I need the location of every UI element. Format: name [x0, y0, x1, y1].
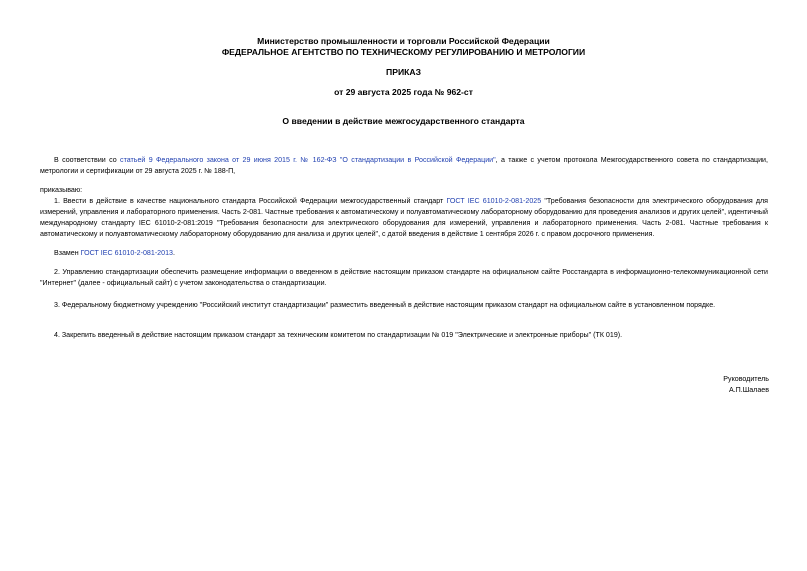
signature-name: А.П.Шалаев — [728, 386, 769, 394]
preamble-suffix: , а также с учетом протокола Межгосударственного совета по стандартизации, метрологии и сертификации от 29 августа 2025 г. № 188-П, — [40, 156, 768, 175]
order-word: приказываю: — [40, 186, 83, 194]
replace-paragraph — [54, 248, 175, 259]
preamble-paragraph — [40, 155, 768, 177]
item-1-suffix: "Требования безопасности для электрического оборудования для измерений, управления и лабораторного применения. Часть 2-081. Частные требования к автоматическому и полуавтоматическому лабораторному оборудованию для проведения анализов и других целей", идентичный международному стандарту IEC 61010-2-081:2019 "Требования безопасности для электрического оборудования для измерений, управления и лабораторного применения. Часть 2-081. Частные требования к автоматическому и полуавтоматическому лабораторному оборудованию для анализа и других целей", с датой введения в действие 1 сентября 2026 г. с правом досрочного применения. — [40, 197, 769, 238]
ministry-line: Министерство промышленности и торговли Российской Федерации — [257, 36, 550, 46]
signature-position: Руководитель — [723, 375, 769, 383]
doc-date-number: от 29 августа 2025 года № 962-ст — [334, 87, 473, 97]
agency-name: ФЕДЕРАЛЬНОЕ АГЕНТСТВО ПО ТЕХНИЧЕСКОМУ РЕГУЛИРОВАНИЮ И МЕТРОЛОГИИ — [221, 47, 586, 57]
replace-prefix: Взамен — [54, 249, 81, 257]
gost-2013-link[interactable]: ГОСТ IEC 61010-2-081-2013 — [80, 249, 173, 257]
replace-suffix: . — [172, 249, 175, 257]
item-4-paragraph: 4. Закрепить введенный в действие настоящим приказом стандарт за техническим комитетом по стандартизации № 019 "Электрические и электронные приборы" (ТК 019). — [54, 331, 623, 339]
doc-type: ПРИКАЗ — [386, 67, 421, 77]
gost-2025-link[interactable]: ГОСТ IEC 61010-2-081-2025 — [446, 197, 542, 205]
doc-title: О введении в действие межгосударственного стандарта — [282, 116, 525, 126]
item-3-paragraph: 3. Федеральному бюджетному учреждению "Российский институт стандартизации" разместить введенный в действие настоящим приказом стандарт на официальном сайте в установленном порядке. — [54, 301, 716, 309]
federal-law-link[interactable]: статьей 9 Федерального закона от 29 июня 2015 г. № 162-ФЗ "О стандартизации в Российской Федерации" — [120, 156, 496, 164]
preamble-prefix: В соответствии со — [54, 156, 121, 164]
item-2-paragraph: 2. Управлению стандартизации обеспечить размещение информации о введенном в действие настоящим приказом стандарте на официальном сайте Росстандарта в информационно-телекоммуникационной сети "Интернет" (далее - официальный сайт) с учетом законодательства о стандартизации. — [40, 268, 768, 287]
item-1-prefix: 1. Ввести в действие в качестве национального стандарта Российской Федерации межгосударственный стандарт — [54, 197, 447, 205]
item-1-paragraph — [40, 196, 768, 240]
